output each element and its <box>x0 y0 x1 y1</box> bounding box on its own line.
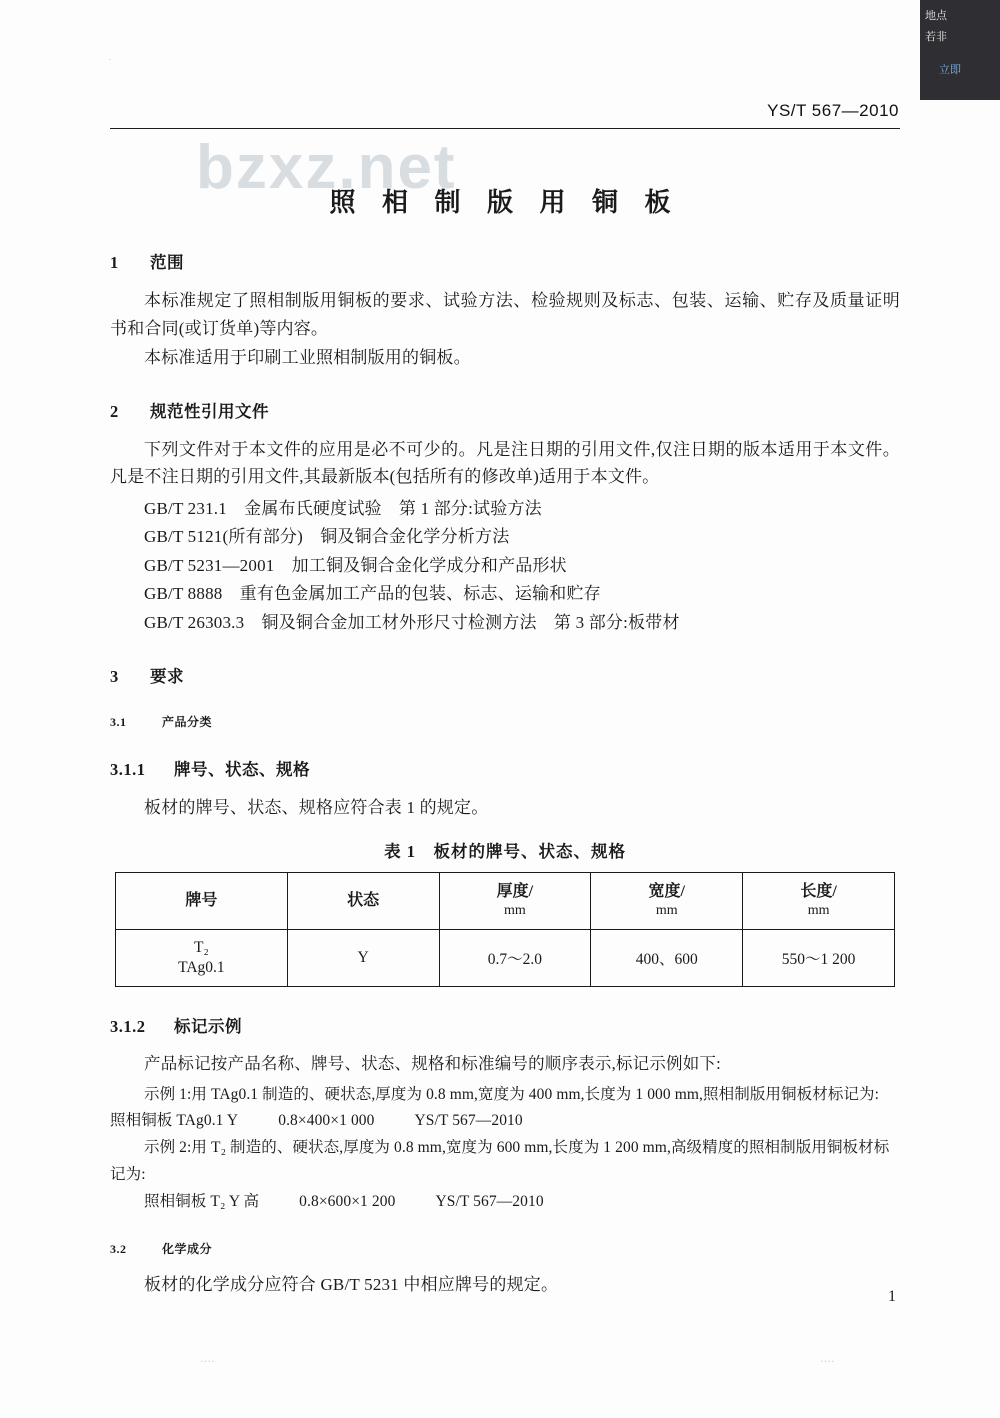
table-header-row <box>116 872 895 929</box>
example-2-line-2: 记为: <box>110 1165 146 1183</box>
section-heading-3-1-1 <box>110 756 900 780</box>
cell-width: 400、600 <box>591 929 743 986</box>
table-row <box>116 929 895 986</box>
section-title-3-2: 化学成分 <box>162 1242 213 1257</box>
section-title-2: 规范性引用文件 <box>150 401 269 421</box>
example-2-line-1: 示例 2:用 T₂ 制造的、硬状态,厚度为 0.8 mm,宽度为 600 mm,长度为 1 200 mm,高级精度的照相制版用铜板材标 <box>144 1139 890 1157</box>
table-header-width-unit: mm <box>655 903 678 919</box>
floating-notice-widget[interactable] <box>920 0 1000 100</box>
section-1-paragraph-2: 本标准适用于印刷工业照相制版用的铜板。 <box>144 348 471 368</box>
cell-grade-line1: T₂ <box>193 938 209 956</box>
widget-action-link[interactable]: 立即 <box>939 63 961 76</box>
section-number-3-1-1: 3.1.1 <box>110 760 146 780</box>
scan-artifact-bottom-right: ‥‥ <box>820 1353 835 1365</box>
reference-item: GB/T 8888 重有色金属加工产品的包装、标志、运输和贮存 <box>144 584 601 604</box>
spec-table-head <box>116 872 895 929</box>
section-number-3: 3 <box>110 667 119 687</box>
section-number-3-2: 3.2 <box>110 1242 127 1257</box>
section-heading-3-1-2 <box>110 1013 900 1037</box>
cell-grade-line2: TAg0.1 <box>178 958 225 976</box>
section-number-2: 2 <box>110 401 119 421</box>
table-header-width-label: 宽度/ <box>648 883 685 901</box>
example-2-standard: YS/T 567—2010 <box>435 1192 544 1210</box>
table-header-thickness <box>439 872 591 929</box>
spec-table-body <box>116 929 895 986</box>
example-1-line-2 <box>110 1108 900 1134</box>
section-2-paragraph-1: 下列文件对于本文件的应用是必不可少的。凡是注日期的引用文件,仅注日期的版本适用于本文件。凡是不注日期的引用文件,其最新版本(包括所有的修改单)适用于本文件。 <box>110 439 900 487</box>
spec-table <box>115 872 895 987</box>
header-divider <box>110 128 900 129</box>
example-1-size: 0.8×400×1 000 <box>278 1112 375 1130</box>
section-heading-3 <box>110 663 900 687</box>
section-number-1: 1 <box>110 253 119 272</box>
section-title-3: 要求 <box>150 667 184 687</box>
example-1-line-1: 示例 1:用 TAg0.1 制造的、硬状态,厚度为 0.8 mm,宽度为 400 mm,长度为 1 000 mm,照相制版用铜板材标记为: <box>144 1085 880 1103</box>
table-header-length-label: 长度/ <box>800 883 837 901</box>
widget-line-2: 若非 <box>925 30 947 43</box>
marking-intro: 产品标记按产品名称、牌号、状态、规格和标准编号的顺序表示,标记示例如下: <box>144 1053 721 1073</box>
marking-examples <box>110 1082 900 1215</box>
table-header-state-label: 状态 <box>347 891 380 909</box>
cell-length: 550～1 200 <box>743 929 895 986</box>
example-1-standard: YS/T 567—2010 <box>414 1112 523 1130</box>
normative-references-list <box>110 495 900 638</box>
section-heading-3-2 <box>110 1240 900 1257</box>
reference-item: GB/T 231.1 金属布氏硬度试验 第 1 部分:试验方法 <box>144 498 542 518</box>
section-heading-1 <box>110 249 900 273</box>
reference-item: GB/T 26303.3 铜及铜合金加工材外形尺寸检测方法 第 3 部分:板带材 <box>144 612 680 632</box>
page-title: 照 相 制 版 用 铜 板 <box>329 188 681 217</box>
table-header-width <box>591 872 743 929</box>
section-1-paragraph-1: 本标准规定了照相制版用铜板的要求、试验方法、检验规则及标志、包装、运输、贮存及质量证明书和合同(或订货单)等内容。 <box>110 291 900 338</box>
section-3-2-paragraph: 板材的化学成分应符合 GB/T 5231 中相应牌号的规定。 <box>144 1275 559 1295</box>
section-title-3-1: 产品分类 <box>162 715 213 730</box>
scan-artifact-bottom-left: ‥‥ <box>200 1353 215 1365</box>
example-2-marking: 照相铜板 T₂ Y 高 <box>144 1192 260 1210</box>
section-number-3-1: 3.1 <box>110 715 127 730</box>
widget-line-1: 地点 <box>925 10 947 22</box>
reference-item: GB/T 5231—2001 加工铜及铜合金化学成分和产品形状 <box>144 555 567 575</box>
reference-item: GB/T 5121(所有部分) 铜及铜合金化学分析方法 <box>144 527 510 547</box>
table-header-length <box>743 872 895 929</box>
table-header-thickness-unit: mm <box>503 903 526 919</box>
section-title-3-1-2: 标记示例 <box>174 1016 242 1036</box>
cell-grade <box>116 929 288 986</box>
table-caption: 表 1 板材的牌号、状态、规格 <box>384 841 626 861</box>
table-header-length-unit: mm <box>807 903 830 919</box>
table-header-state <box>287 872 439 929</box>
standard-number: YS/T 567—2010 <box>767 101 899 120</box>
cell-thickness: 0.7～2.0 <box>439 929 591 986</box>
watermark: bzxz.net <box>196 133 457 202</box>
cell-state: Y <box>287 929 439 986</box>
table-header-grade <box>116 872 288 929</box>
example-1-marking: 照相铜板 TAg0.1 Y <box>110 1112 239 1130</box>
section-title-3-1-1: 牌号、状态、规格 <box>174 760 310 780</box>
section-3-1-1-paragraph: 板材的牌号、状态、规格应符合表 1 的规定。 <box>144 798 489 818</box>
scan-artifact-top: · <box>108 54 112 66</box>
example-2-size: 0.8×600×1 200 <box>299 1192 396 1210</box>
section-title-1: 范围 <box>150 253 184 272</box>
page-number: 1 <box>888 1288 896 1305</box>
section-number-3-1-2: 3.1.2 <box>110 1016 146 1036</box>
section-heading-3-1 <box>110 713 900 730</box>
document-content <box>110 150 900 1301</box>
section-heading-2 <box>110 398 900 422</box>
table-header-grade-label: 牌号 <box>185 891 218 909</box>
example-2-line-3 <box>110 1189 900 1215</box>
table-header-thickness-label: 厚度/ <box>496 883 534 901</box>
